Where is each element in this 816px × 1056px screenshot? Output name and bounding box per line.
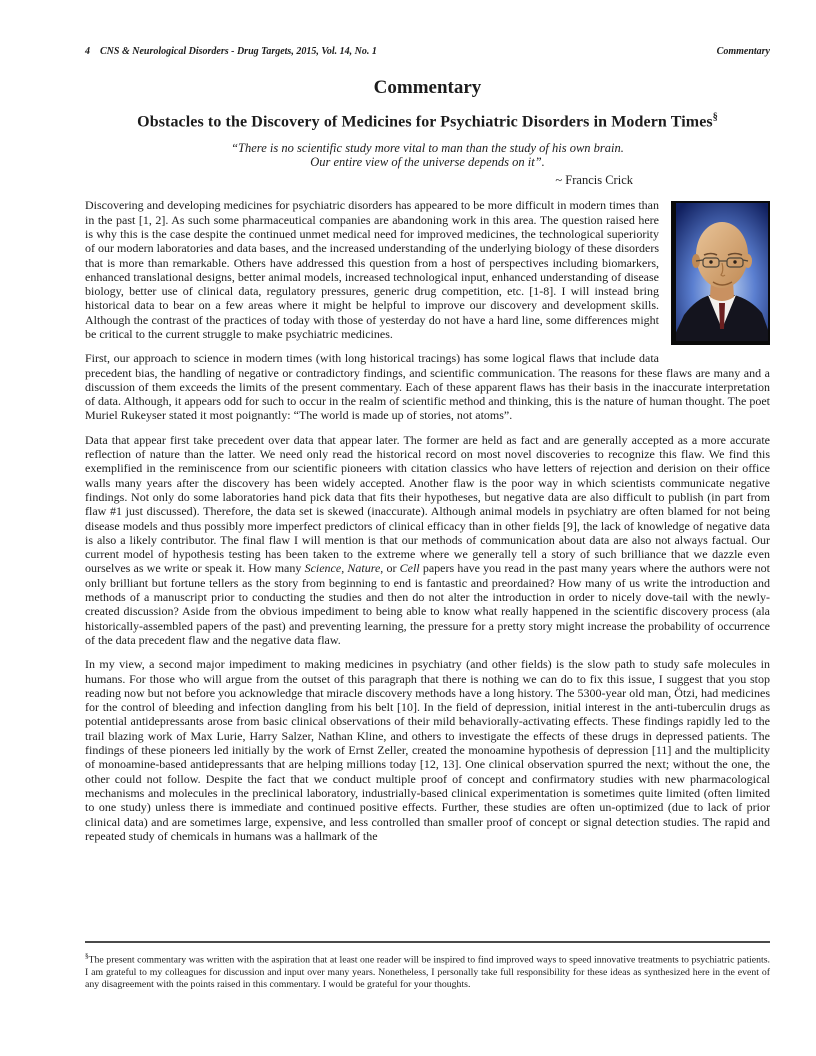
epigraph-line-1: “There is no scientific study more vital to man than the study of his own brain. bbox=[231, 141, 624, 156]
footnote-separator bbox=[85, 941, 770, 943]
footnote-block bbox=[85, 941, 770, 992]
author-photo-graphic bbox=[676, 203, 768, 341]
paragraph-2: First, our approach to science in modern times (with long historical tracings) has some logical flaws that include data precedent bias, the handling of negative or contradictory findings, and scientific communication. The reasons for these flaws are many and a discussion of them exceeds the limits of the present commentary. Each of these apparent flaws has their basis in the inaccurate interpretation of data. Although, it appears odd for such to occur in the realm of scientific method and thinking, this is the nature of human thought. The poet Muriel Rukeyser stated it most poignantly: “The world is made up of stories, not atoms”. bbox=[85, 351, 770, 423]
epigraph-attribution: ~ Francis Crick bbox=[555, 173, 633, 188]
paragraph-3 bbox=[85, 433, 770, 647]
running-head: Commentary bbox=[716, 46, 770, 57]
running-header bbox=[85, 46, 770, 57]
paragraph-1 bbox=[85, 198, 770, 341]
paragraph-3-seg4: papers have you read in the past many years where the authors were not only brilliant but fortune tellers as the story from beginning to end is fantastic and preordained? How many of us write the introduction and methods of a manuscript prior to conducting the studies and then do not alter the introduction in order to nicely dove-tail with the newly-created discussion? Aside from the obvious impediment to being able to know what really happened in the scientific discovery process (ala historically-assembled papers of the past) and preventing learning, the pressure for a pretty story might increase the probability of occurrence of the data precedent flaw and the negative data flaw. bbox=[85, 561, 771, 647]
article-title-text: Obstacles to the Discovery of Medicines for Psychiatric Disorders in Modern Times bbox=[137, 113, 713, 131]
paragraph-4: In my view, a second major impediment to making medicines in psychiatry (and other fields) is the slow path to study safe molecules in humans. For those who will argue from the outset of this paragraph that there is nothing we can do to fix this issue, I suggest that you stop reading now but not before you acknowledge that miracle discovery methods have a long history. The 5300-year old man, Ötzi, had medicines for the control of bleeding and infection dangling from his belt [10]. In the field of depression, initial interest in the anti-tuberculin drugs as potential antidepressants arose from basic clinical observations of their mild behaviorally-activating effects. These findings rapidly led to the trail blazing work of Max Lurie, Harry Salzer, Nathan Kline, and others to investigate the effects of these drugs in depressed patients. The findings of these pioneers led initially by the work of Ernst Zeller, created the monoamine hypothesis of depression [11] and the multiplicity of monoamine-based antidepressants that are helping millions today [12, 13]. One clinical observation spurred the next; without the one, the other could not follow. Despite the fact that we conduct multiple proof of concept and confirmatory studies with new pharmacological mechanisms and molecules in the preclinical laboratory, industrially-based clinical experimentation is sometimes quite limited (often limited to one study) unless there is immediate and continued positive effects. Further, these studies are often un-optimized (due to lack of prior clinical data) and are sometimes large, expensive, and less controlled than smaller proof of concept or signal detection studies. The rapid and repeated study of chemicals in humans was a hallmark of the bbox=[85, 657, 770, 843]
title-footnote-marker: § bbox=[712, 112, 718, 123]
footnote-marker: § bbox=[85, 952, 89, 960]
footnote-text: The present commentary was written with the aspiration that at least one reader will be inspired to find improved ways to speed innovative treatments to psychiatric patients. I am grateful to my colleagues for discussion and input over many years. Nonetheless, I personally take full responsibility for these ideas as synthesized here in the event of any disagreement with the points raised in this commentary. I would be grateful for your thoughts. bbox=[85, 954, 770, 991]
author-photo bbox=[671, 201, 770, 345]
footnote bbox=[85, 950, 770, 992]
paragraph-1-text: Discovering and developing medicines for psychiatric disorders has appeared to be more difficult in modern times than in the past [1, 2]. As such some pharmaceutical companies are abandoning work in this area. The question raised here is why this is the case despite the continued unmet medical need for improved medicines, the technological superiority of our modern laboratories and data bases, and the increased understanding of the underlying biology of these disorders that is more than remarkable. Others have addressed this question from a host of perspectives including biomarkers, enhanced translational designs, better animal models, increased technological input, enhanced understanding of disease biology, better use of clinical data, regulatory pressures, generic drug competition, etc. [1-8]. I will instead bring historical data to bear on a few areas where it might be helpful to improve our discovery and development skills. Although the contrast of the practices of today with those of yesterday do not have a hard line, some differences might be critical to the current struggle to make psychiatric medicines. bbox=[85, 198, 659, 341]
paragraph-3-seg2: , bbox=[341, 561, 348, 576]
paragraph-3-seg3: , or bbox=[380, 561, 400, 576]
journal-name-science: Science bbox=[304, 561, 342, 576]
epigraph-line-2: Our entire view of the universe depends on it”. bbox=[310, 155, 545, 170]
journal-name-cell: Cell bbox=[399, 561, 420, 576]
journal-citation: CNS & Neurological Disorders - Drug Targets, 2015, Vol. 14, No. 1 bbox=[100, 46, 377, 57]
epigraph bbox=[85, 141, 770, 169]
running-header-left bbox=[85, 46, 377, 57]
journal-name-nature: Nature bbox=[347, 561, 381, 576]
article-title bbox=[85, 112, 770, 131]
section-heading: Commentary bbox=[373, 77, 482, 98]
paragraph-3-seg1: Data that appear first take precedent over data that appear later. The former are held as fact and are generally accepted as a more accurate reflection of nature than the latter. We need only read the historical record on most novel discoveries to recognize this flaw. We find this exemplified in the reminiscence from our scientific pioneers with citation classics who have letters of rejection and derision on their office walls many years after the discovery has been widely accepted. Another flaw is the poor way in which scientists communicate negative findings. Not only do some laboratories hand pick data that fits their hypotheses, but negative data are also difficult to publish (in part from flaw #1 just discussed). Therefore, the data set is skewed (inaccurate). Although animal models in psychiatry are often blamed for not being disease models and thus possibly more imperfect predictors of clinical efficacy than in other fields [9], the lack of knowledge of negative data is also a likely contributor. The final flaw I will mention is that our methods of communication about data are also not always factual. Our current model of hypothesis testing has been taken to the extreme where we generally tell a story of such brilliance that we dazzle even ourselves as we write or speak it. How many bbox=[85, 432, 770, 576]
page-number: 4 bbox=[85, 46, 90, 57]
